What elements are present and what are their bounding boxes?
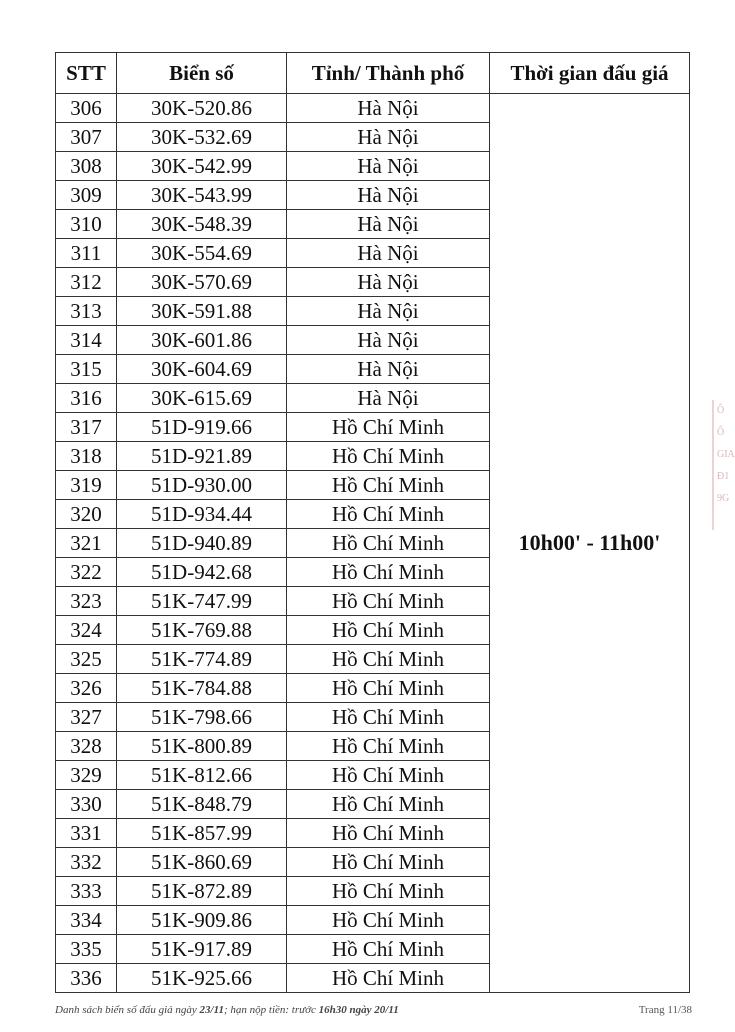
- row-stt: 312: [56, 268, 117, 297]
- row-plate: 51D-919.66: [117, 413, 287, 442]
- row-stt: 334: [56, 906, 117, 935]
- table-header-row: [56, 53, 690, 94]
- row-plate: 51K-909.86: [117, 906, 287, 935]
- footer-text-prefix: Danh sách biển số đấu giá ngày: [55, 1004, 200, 1016]
- row-stt: 333: [56, 877, 117, 906]
- row-province: Hà Nội: [287, 326, 490, 355]
- footer-date: 23/11: [199, 1004, 224, 1016]
- row-stt: 307: [56, 123, 117, 152]
- footer-text-middle: ; hạn nộp tiền: trước: [223, 1004, 319, 1016]
- row-stt: 308: [56, 152, 117, 181]
- row-stt: 317: [56, 413, 117, 442]
- license-plate-table: [55, 52, 690, 993]
- row-province: Hồ Chí Minh: [287, 964, 490, 993]
- row-plate: 51K-872.89: [117, 877, 287, 906]
- row-province: Hồ Chí Minh: [287, 413, 490, 442]
- row-province: Hồ Chí Minh: [287, 848, 490, 877]
- row-province: Hồ Chí Minh: [287, 558, 490, 587]
- row-province: Hồ Chí Minh: [287, 761, 490, 790]
- row-province: Hồ Chí Minh: [287, 471, 490, 500]
- row-stt: 315: [56, 355, 117, 384]
- row-stt: 324: [56, 616, 117, 645]
- row-province: Hồ Chí Minh: [287, 906, 490, 935]
- row-plate: 51K-800.89: [117, 732, 287, 761]
- row-stt: 330: [56, 790, 117, 819]
- stamp-line: 9G: [717, 493, 730, 504]
- row-stt: 332: [56, 848, 117, 877]
- header-stt: STT: [56, 53, 117, 94]
- row-stt: 313: [56, 297, 117, 326]
- edge-stamp: [712, 400, 735, 530]
- row-plate: 51K-848.79: [117, 790, 287, 819]
- row-province: Hồ Chí Minh: [287, 790, 490, 819]
- row-plate: 30K-554.69: [117, 239, 287, 268]
- row-stt: 331: [56, 819, 117, 848]
- row-province: Hồ Chí Minh: [287, 500, 490, 529]
- row-stt: 327: [56, 703, 117, 732]
- row-plate: 30K-601.86: [117, 326, 287, 355]
- row-province: Hồ Chí Minh: [287, 442, 490, 471]
- row-stt: 310: [56, 210, 117, 239]
- row-province: Hồ Chí Minh: [287, 645, 490, 674]
- row-province: Hà Nội: [287, 297, 490, 326]
- row-plate: 51K-798.66: [117, 703, 287, 732]
- page-number: Trang 11/38: [638, 1004, 692, 1016]
- row-province: Hà Nội: [287, 355, 490, 384]
- row-plate: 30K-548.39: [117, 210, 287, 239]
- row-plate: 51K-774.89: [117, 645, 287, 674]
- header-province: Tỉnh/ Thành phố: [287, 53, 490, 94]
- row-plate: 51K-812.66: [117, 761, 287, 790]
- row-stt: 335: [56, 935, 117, 964]
- row-province: Hồ Chí Minh: [287, 703, 490, 732]
- row-province: Hà Nội: [287, 384, 490, 413]
- row-stt: 321: [56, 529, 117, 558]
- row-plate: 51D-942.68: [117, 558, 287, 587]
- row-plate: 51D-930.00: [117, 471, 287, 500]
- row-plate: 51K-747.99: [117, 587, 287, 616]
- row-plate: 51K-857.99: [117, 819, 287, 848]
- row-plate: 51K-784.88: [117, 674, 287, 703]
- row-plate: 51K-860.69: [117, 848, 287, 877]
- row-stt: 318: [56, 442, 117, 471]
- stamp-line: Ô: [717, 427, 725, 438]
- row-stt: 326: [56, 674, 117, 703]
- row-province: Hà Nội: [287, 239, 490, 268]
- stamp-line: Ô: [717, 405, 725, 416]
- row-plate: 51K-769.88: [117, 616, 287, 645]
- row-province: Hà Nội: [287, 210, 490, 239]
- row-province: Hà Nội: [287, 152, 490, 181]
- row-plate: 30K-542.99: [117, 152, 287, 181]
- row-province: Hà Nội: [287, 268, 490, 297]
- row-province: Hà Nội: [287, 181, 490, 210]
- row-stt: 316: [56, 384, 117, 413]
- row-stt: 320: [56, 500, 117, 529]
- row-stt: 314: [56, 326, 117, 355]
- row-province: Hà Nội: [287, 94, 490, 123]
- row-plate: 30K-532.69: [117, 123, 287, 152]
- row-province: Hồ Chí Minh: [287, 935, 490, 964]
- page-footer: [55, 1004, 695, 1016]
- row-province: Hồ Chí Minh: [287, 616, 490, 645]
- stamp-line: Đ1: [717, 471, 730, 482]
- row-plate: 30K-591.88: [117, 297, 287, 326]
- row-stt: 336: [56, 964, 117, 993]
- row-plate: 51K-917.89: [117, 935, 287, 964]
- header-auction-time: Thời gian đấu giá: [490, 53, 690, 94]
- row-plate: 30K-615.69: [117, 384, 287, 413]
- stamp-line: GIA: [717, 449, 735, 460]
- row-stt: 323: [56, 587, 117, 616]
- row-plate: 51D-940.89: [117, 529, 287, 558]
- row-plate: 51D-934.44: [117, 500, 287, 529]
- row-plate: 30K-604.69: [117, 355, 287, 384]
- row-province: Hồ Chí Minh: [287, 732, 490, 761]
- row-stt: 306: [56, 94, 117, 123]
- row-stt: 328: [56, 732, 117, 761]
- row-stt: 309: [56, 181, 117, 210]
- row-stt: 325: [56, 645, 117, 674]
- row-province: Hồ Chí Minh: [287, 819, 490, 848]
- row-plate: 30K-520.86: [117, 94, 287, 123]
- row-province: Hồ Chí Minh: [287, 877, 490, 906]
- row-stt: 311: [56, 239, 117, 268]
- row-province: Hồ Chí Minh: [287, 674, 490, 703]
- row-plate: 51D-921.89: [117, 442, 287, 471]
- row-province: Hồ Chí Minh: [287, 529, 490, 558]
- row-stt: 319: [56, 471, 117, 500]
- row-plate: 51K-925.66: [117, 964, 287, 993]
- row-province: Hồ Chí Minh: [287, 587, 490, 616]
- row-plate: 30K-543.99: [117, 181, 287, 210]
- table-row: [56, 94, 690, 123]
- footer-deadline: 16h30 ngày 20/11: [318, 1004, 399, 1016]
- row-stt: 329: [56, 761, 117, 790]
- auction-time-cell: 10h00' - 11h00': [490, 94, 690, 993]
- row-plate: 30K-570.69: [117, 268, 287, 297]
- row-stt: 322: [56, 558, 117, 587]
- header-plate: Biển số: [117, 53, 287, 94]
- row-province: Hà Nội: [287, 123, 490, 152]
